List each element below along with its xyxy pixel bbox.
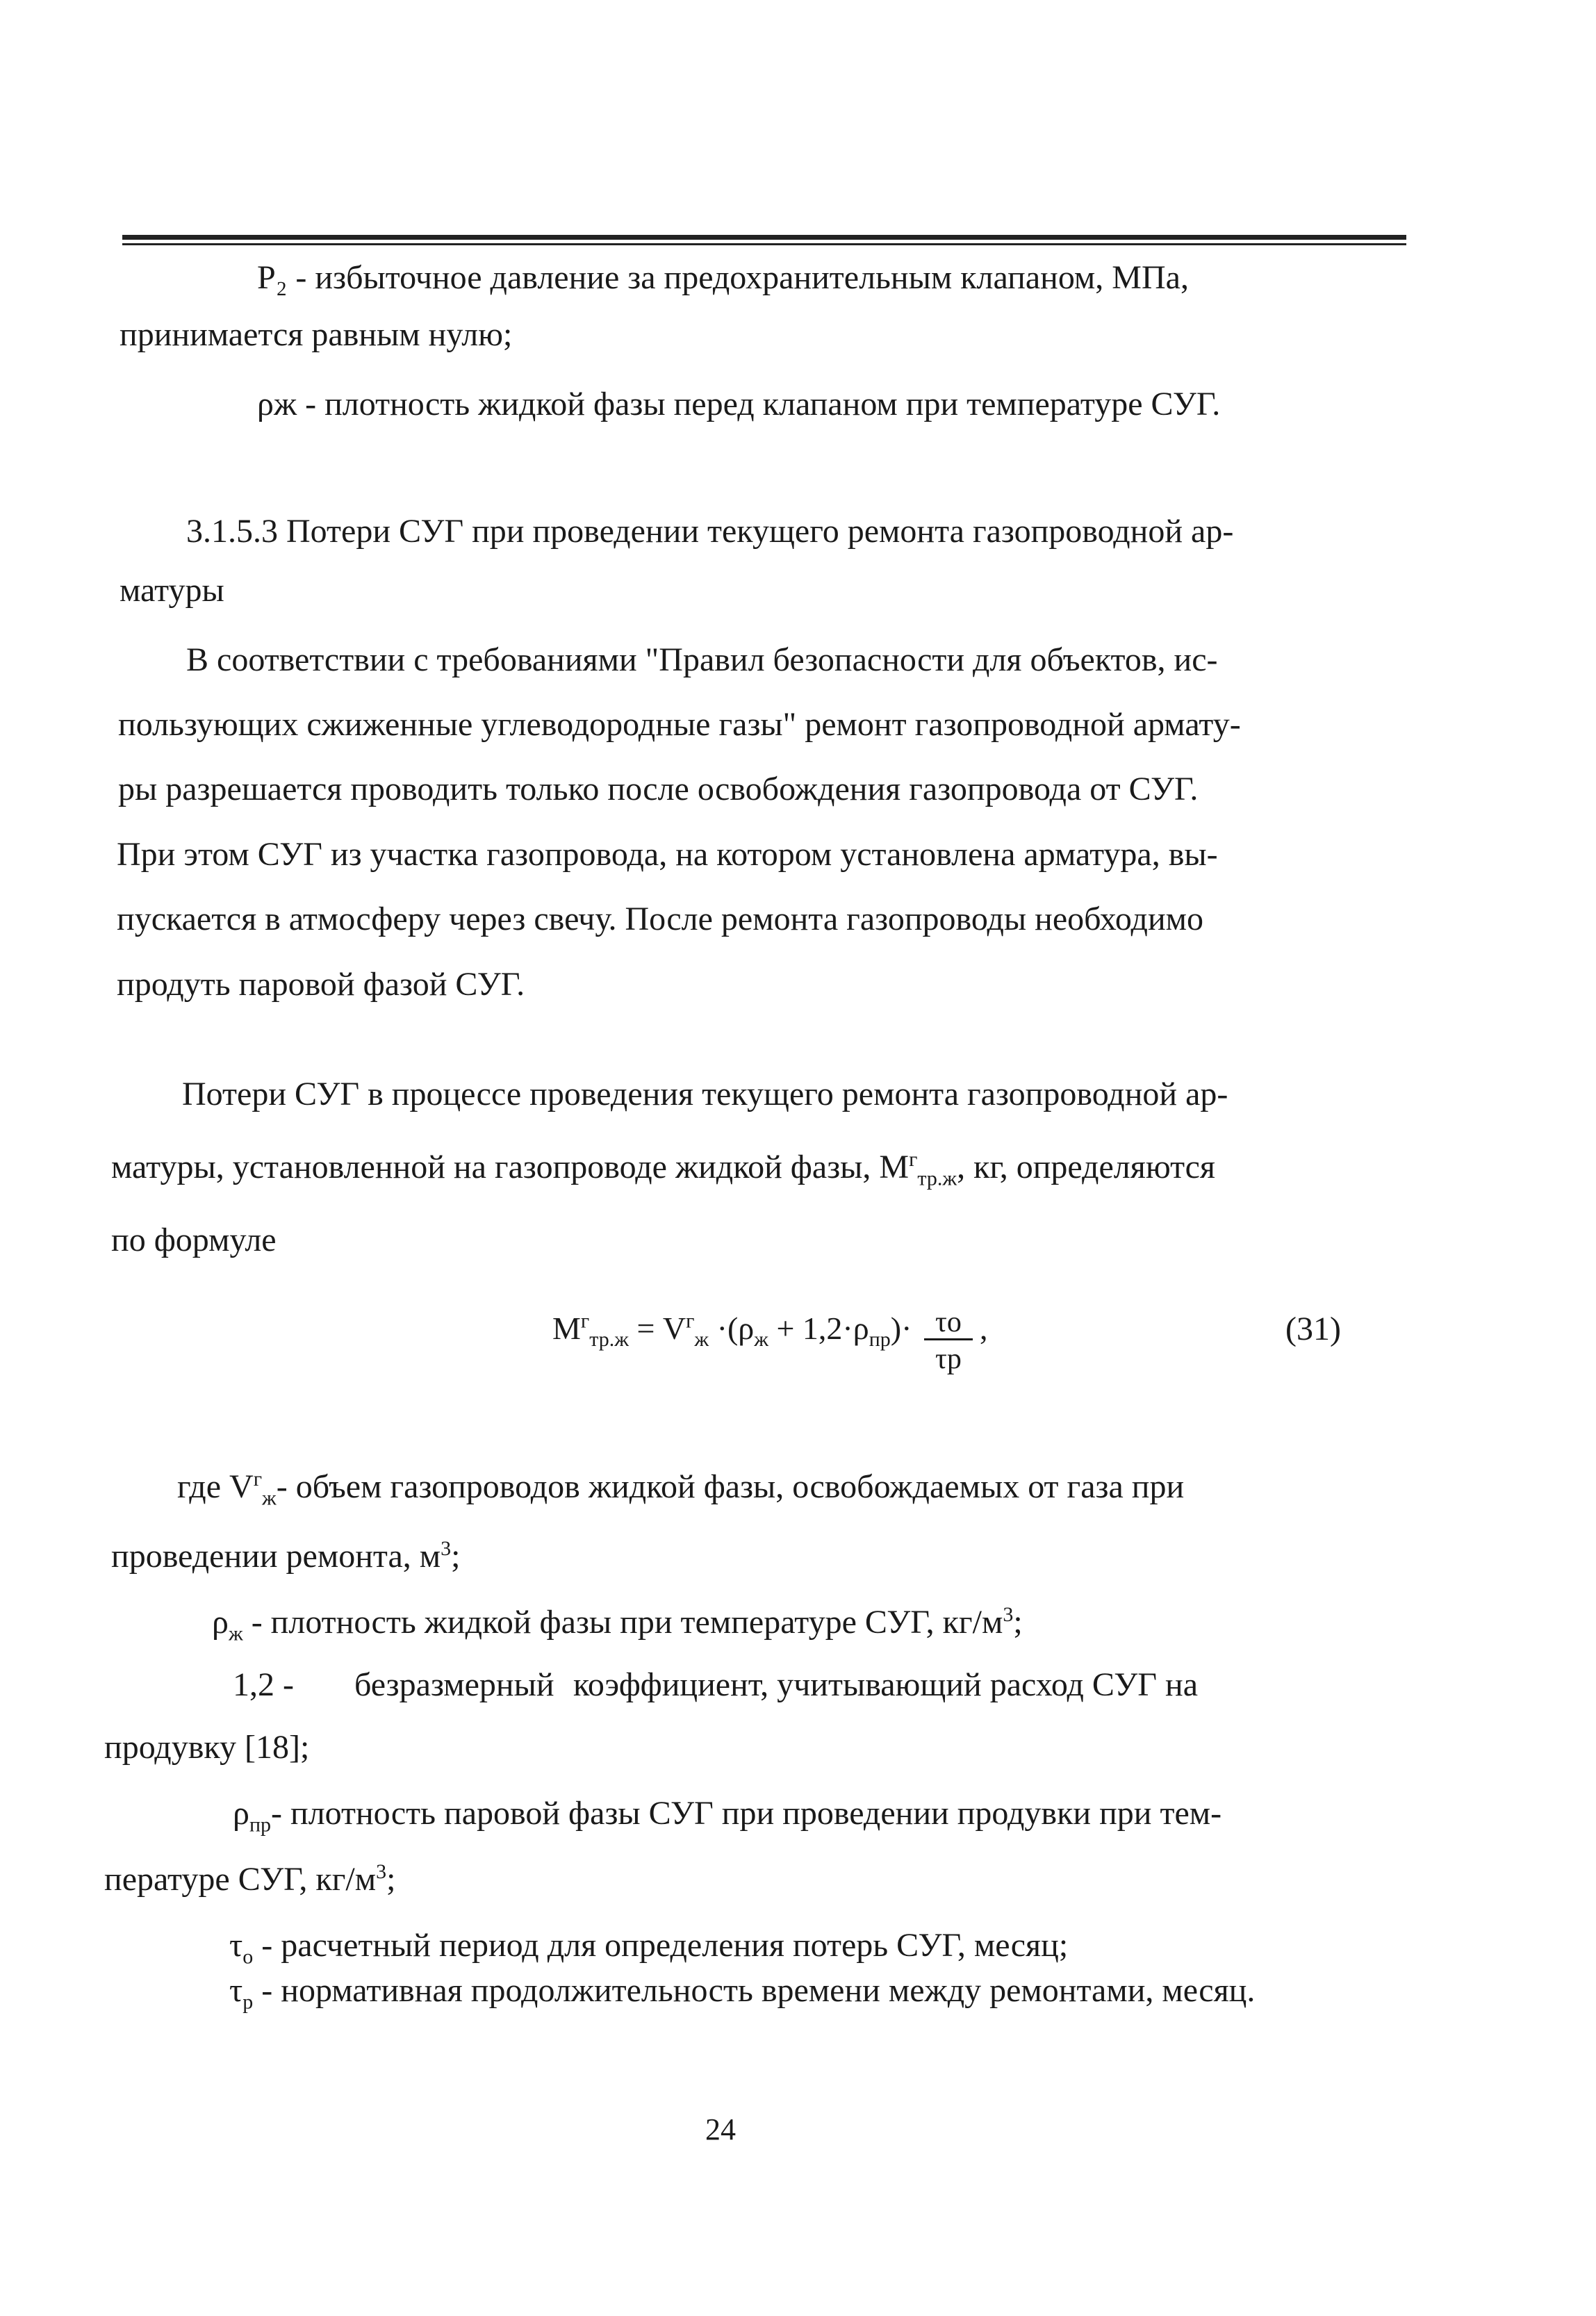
formula-fraction bbox=[924, 1306, 973, 1378]
m-sub: тр.ж bbox=[917, 1167, 957, 1190]
para1-line5: пускается в атмосферу через свечу. После ремонта газопроводы необходимо bbox=[117, 901, 1204, 937]
p2-definition-line2: принимается равным нулю; bbox=[120, 316, 513, 353]
rho-text: - плотность жидкой фазы при температуре СУГ, кг/м bbox=[242, 1604, 1003, 1641]
formula-plus: + 1,2·ρ bbox=[768, 1311, 869, 1346]
where-semicolon: ; bbox=[451, 1538, 461, 1575]
rho-sub: ж bbox=[228, 1622, 243, 1645]
formula-rho-sub: ж bbox=[754, 1328, 768, 1352]
formula-M-sub: тр.ж bbox=[589, 1328, 629, 1352]
v-sub: ж bbox=[262, 1486, 277, 1510]
tau0-sub: о bbox=[242, 1945, 254, 1969]
where-line2 bbox=[111, 1536, 460, 1577]
para2-text: матуры, установленной на газопроводе жидкой фазы, М bbox=[111, 1149, 910, 1185]
formula-mid: ·(ρ bbox=[709, 1311, 755, 1346]
section-heading-line2: матуры bbox=[120, 572, 224, 609]
para1-line3: ры разрешается проводить только после освобождения газопровода от СУГ. bbox=[118, 771, 1199, 807]
formula-comma: , bbox=[980, 1311, 988, 1346]
para2-line2 bbox=[111, 1147, 1215, 1188]
rhopr-sub: пр bbox=[249, 1813, 272, 1837]
taup-symbol: τ bbox=[229, 1972, 243, 2009]
rhopr-sup3: 3 bbox=[376, 1860, 387, 1883]
formula-M-sup: г bbox=[580, 1309, 590, 1333]
coef-c: коэффициент, учитывающий расход СУГ на bbox=[573, 1666, 1199, 1703]
where-text2: проведении ремонта, м bbox=[111, 1538, 441, 1575]
formula-V-sub: ж bbox=[694, 1328, 709, 1352]
rho-symbol: ρ bbox=[212, 1604, 229, 1641]
fraction-denominator: τр bbox=[935, 1343, 962, 1375]
formula-rhopr-sub: пр bbox=[869, 1328, 891, 1352]
p2-definition-line1 bbox=[257, 257, 1189, 299]
rhopr-text: - плотность паровой фазы СУГ при проведении продувки при тем- bbox=[271, 1795, 1222, 1832]
rho-def-line bbox=[212, 1602, 1023, 1643]
rhopr-text2: пературе СУГ, кг/м bbox=[104, 1861, 377, 1898]
header-rule-thin bbox=[122, 243, 1406, 245]
formula-V-sup: г bbox=[686, 1309, 695, 1333]
header-rule bbox=[122, 235, 1406, 240]
para2-text-end: , кг, определяются bbox=[957, 1149, 1216, 1185]
rhopr-symbol: ρ bbox=[233, 1795, 249, 1832]
m3-sup: 3 bbox=[441, 1537, 452, 1560]
v-sup: г bbox=[253, 1468, 262, 1490]
page-number: 24 bbox=[705, 2112, 736, 2146]
para2-line3: по формуле bbox=[111, 1222, 277, 1258]
para1-line4: При этом СУГ из участка газопровода, на котором установлена арматура, вы- bbox=[117, 836, 1218, 873]
formula-number: (31) bbox=[1285, 1311, 1341, 1347]
rhopr-def-line2 bbox=[104, 1859, 395, 1900]
where-line1 bbox=[177, 1466, 1184, 1508]
formula-close: )· bbox=[890, 1311, 912, 1346]
tau0-symbol: τ bbox=[229, 1927, 243, 1964]
para1-line2: пользующих сжиженные углеводородные газы" ремонт газопроводной армату- bbox=[118, 706, 1241, 743]
coef-line2: продувку [18]; bbox=[104, 1729, 310, 1766]
rho-semicolon: ; bbox=[1013, 1604, 1023, 1641]
section-heading-line1: 3.1.5.3 Потери СУГ при проведении текущего ремонта газопроводной ар- bbox=[186, 513, 1234, 550]
formula-31 bbox=[552, 1309, 912, 1352]
para2-line1: Потери СУГ в процессе проведения текущего ремонта газопроводной ар- bbox=[182, 1076, 1228, 1112]
formula-eq-V: = V bbox=[628, 1311, 686, 1346]
p2-label: Р₂ - избыточное давление за предохранительным клапаном, МПа, bbox=[257, 259, 1189, 296]
formula-M: М bbox=[552, 1311, 581, 1346]
para1-line1: В соответствии с требованиями "Правил безопасности для объектов, ис- bbox=[186, 641, 1218, 678]
tau0-def-line bbox=[229, 1925, 1069, 1969]
fraction-numerator: τо bbox=[924, 1306, 973, 1340]
coef-b: безразмерный bbox=[354, 1666, 554, 1703]
taup-def-line bbox=[229, 1970, 1255, 2012]
rhopr-def-line bbox=[233, 1793, 1222, 1837]
para1-line6: продуть паровой фазой СУГ. bbox=[117, 966, 525, 1003]
tau0-text: - расчетный период для определения потерь СУГ, месяц; bbox=[253, 1927, 1069, 1964]
rho-liquid-definition: ρж - плотность жидкой фазы перед клапаном при температуре СУГ. bbox=[257, 386, 1221, 422]
coef-a: 1,2 - bbox=[233, 1666, 294, 1703]
taup-sub: р bbox=[242, 1990, 254, 2014]
where-label: где V bbox=[177, 1468, 254, 1505]
rho-sup3: 3 bbox=[1003, 1603, 1014, 1626]
taup-text: - нормативная продолжительность времени между ремонтами, месяц. bbox=[253, 1972, 1256, 2009]
m-sup: г bbox=[909, 1148, 918, 1171]
rhopr-semicolon: ; bbox=[386, 1861, 396, 1898]
where-text: - объем газопроводов жидкой фазы, освобождаемых от газа при bbox=[276, 1468, 1185, 1505]
